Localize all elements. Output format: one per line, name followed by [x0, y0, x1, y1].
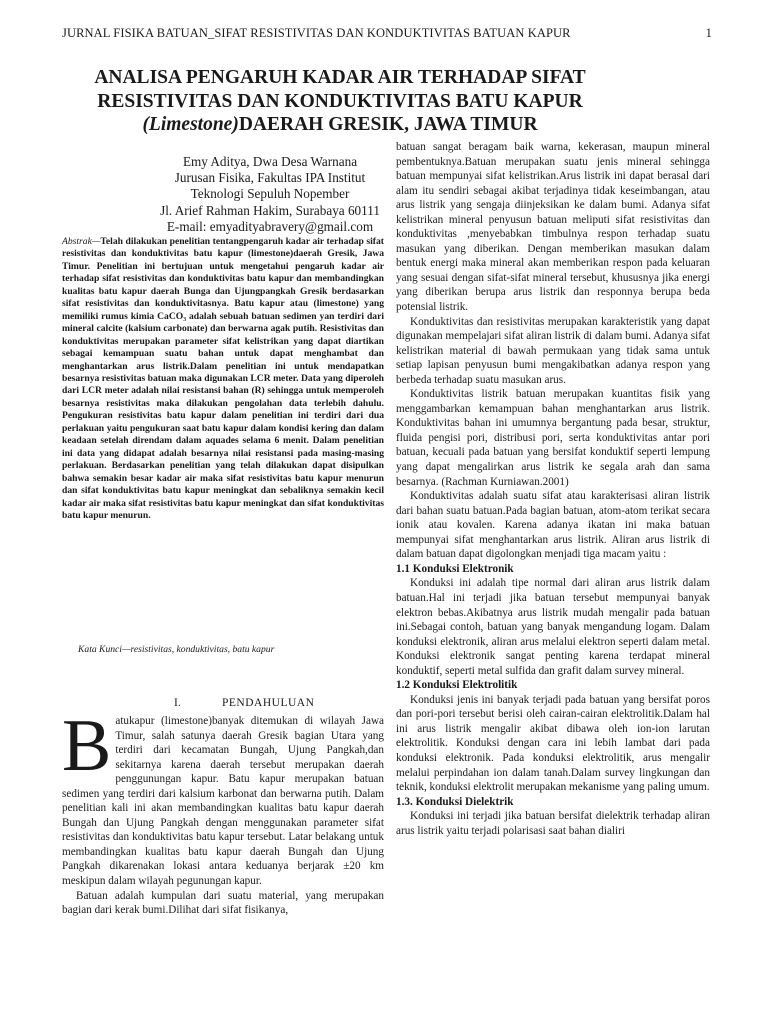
author-address: Jl. Arief Rahman Hakim, Surabaya 60111 — [160, 202, 380, 218]
title-line-1: ANALISA PENGARUH KADAR AIR TERHADAP SIFAT — [94, 67, 586, 88]
author-institution: Teknologi Sepuluh Nopember — [190, 186, 350, 202]
running-header — [62, 26, 712, 42]
introduction — [62, 705, 384, 918]
abstract — [62, 236, 384, 522]
section-number: I. — [174, 697, 181, 709]
paper-title — [60, 66, 620, 137]
right-paragraph-1: batuan sangat beragam baik warna, kekerasan, maupun mineral pembentuknya.Batuan merupakan suatu jenis mineral sehingga batuan mempunyai sifat kelistrikan.Arus listrik ini dapat berasal dari alam itu sendiri sebagai akibat terjadinya tidak keseimbangan, atau arus listrik yang sengaja diinjeksikan ke dalam bumi. Adanya sifat kelistrikan mineral penyusun batuan meliputi sifat resistivitas dan konduktivitas ,menyebabkan timbulnya respon terhadap suatu masukan yang diberikan. Dengan memberikan masukan dalam bentuk energi maka mineral akan memberikan respon pada keluaran yang sesuai dengan sifat-sifat mineral tersebut, khususnya jika energi yang diberikan berupa arus listrik dan responnya berupa beda potensial listrik. — [396, 141, 710, 314]
author-email: E-mail: emyadityabravery@gmail.com — [166, 218, 374, 234]
title-limestone: (Limestone) — [142, 114, 239, 135]
right-paragraph-6: Konduksi jenis ini banyak terjadi pada batuan yang bersifat poros dan pori-pori tersebut berisi oleh cairan-cairan elektrolitik.Dalam hal ini arus listrik mengalir akibat dibawa oleh ion-ion larutan elektrolitik. Konduksi dengan cara ini lebih lambat dari pada konduksi elektronik. Pada konduksi elektrolitik, arus mengalir melalui perpindahan ion dalam tanah.Dalam survey lingkungan dan teknik, konduksi elektrolit merupakan mekanisme yang paling umum. — [396, 693, 710, 794]
right-paragraph-7: Konduksi ini terjadi jika batuan bersifat dielektrik terhadap aliran arus listrik yaitu terjadi polarisasi saat bahan dialiri — [396, 810, 710, 837]
right-paragraph-5: Konduksi ini adalah tipe normal dari aliran arus listrik dalam batuan.Hal ini terjadi jika batuan tersebut mempunyai banyak elektron bebas.Akibatnya arus listrik mudah mengalir pada batuan ini.Sebagai contoh, batuan yang banyak mengandung logam. Dalam konduksi elektronik, aliran arus melalui elektron seperti dalam metal. Konduksi elektronik sangat penting karena terdapat mineral konduktif, seperti metal sulfida dan grafit dalam survey mineral. — [396, 577, 710, 677]
right-paragraph-3: Konduktivitas listrik batuan merupakan kuantitas fisik yang menggambarkan kemampuan bahan menghantarkan arus listrik. Konduktivitas bahan ini umumnya bergantung pada besar, struktur, fluida pengisi pori, distribusi pori, serta konduktivitas antar pori batuan, kecuali pada batuan yang bersifat konduktif seperti lempung yang dapat mengalirkan arus listrik ke segala arah dan sama besarnya. (Rachman Kurniawan.2001) — [396, 388, 710, 488]
running-title: JURNAL FISIKA BATUAN_SIFAT RESISTIVITAS DAN KONDUKTIVITAS BATUAN KAPUR — [62, 26, 571, 40]
intro-paragraph-1: atukapur (limestone)banyak ditemukan di wilayah Jawa Timur, salah satunya daerah Gresik bagian Utara yang terdiri dari kecamatan Bungah, Ujung Pangkah,dan sekitarnya karena daerah tersebut merupakan daerah penggunungan kapur. Batu kapur merupakan batuan sedimen yang terdiri dari kalsium karbonat dan berwarna putih. Dalam penelitian kali ini akan membandingkan kualitas batu kapur daerah Bungah dan Ujung Pangkah dengan menggunakan parameter sifat resistivitas dan konduktivitas batu kapur tersebut. Latar belakang untuk membandingkan kualitas batu kapur daerah Bungah dan Ujung Pangkah dikarenakan lokasi antara keduanya berjarak ±20 km meskipun dalam wilayah pegunungan kapur. — [62, 715, 384, 888]
author-block — [150, 154, 390, 235]
author-dept: Jurusan Fisika, Fakultas IPA Institut — [174, 170, 366, 186]
subsection-heading-1-1: 1.1 Konduksi Elektronik — [396, 562, 514, 575]
title-region: DAERAH GRESIK, JAWA TIMUR — [238, 114, 538, 135]
right-paragraph-4: Konduktivitas adalah suatu sifat atau karakterisasi aliran listrik dari bahan suatu batuan.Pada bagian batuan, atom-atom terikat secara ionik atau kovalen. Karena adanya ikatan ini maka batuan mempunyai sifat menghantarkan arus listrik. Aliran arus listrik di dalam batuan dapat digolongkan menjadi tiga macam yaitu : — [396, 490, 710, 561]
drop-cap: B — [62, 705, 112, 787]
abstract-body: Telah dilakukan penelitian tentangpengaruh kadar air terhadap sifat resistivitas dan konduktivitas batu kapur (limestone)daerah Gresik, Jawa Timur. Penelitian ini bertujuan untuk mengetahui pengaruh kadar air terhadap sifat resistivitas dan konduktivitas batu kapur dan membandingkan kualitas batu kapur daerah Bunga dan Ujungpangkah Gresik berdasarkan sifat resistivitas dan konduktivitasnya. Batu kapur atau (limestone) yang memiliki rumus kimia CaCO₃ adalah sebuah batuan sedimen yan terdiri dari mineral calcite (kalsium carbonate) dan berwarna agak putih. Resistivitas dan konduktivitas merupakan parameter sifat kelistrikan yang dapat diartikan sebagai kemampuan suatu bahan untuk dapat menghambat dan menghantarkan arus listrik.Dalam penelitian ini untuk mendapatkan besarnya resistivitas batuan maka digunakan LCR meter. Data yang diperoleh dari LCR meter adalah nilai resistansi bahan (R) sehingga untuk memperoleh besarnya resistivitas maka dilakukan pengolahan data terlebih dahulu. Pengukuran resistivitas batu kapur dalam penelitian ini terdiri dari dua perlakuan yaitu pengukuran saat batu kapur dalam kondisi kering dan dalam keadaan setelah direndam dalam aquades selama 6 menit. Dalam penelitian ini data yang didapat adalah besarnya nilai resistansi pada masing-masing perlakuan. Berdasarkan penelitian yang telah dilakukan dapat disipulkan bahwa semakin besar kadar air maka sifat resistivitas batu kapur menurun dan sifat konduktivitas batu kapur meningkat dan sebaliknya semakin kecil kadar air maka sifat resistivitas batu kapur meningkat dan sifat konduktivitas batu kapur menurun. — [62, 236, 384, 521]
intro-paragraph-2: Batuan adalah kumpulan dari suatu material, yang merupakan bagian dari kerak bumi.Dilihat dari sifat fisikanya, — [62, 889, 384, 917]
right-paragraph-2: Konduktivitas dan resistivitas merupakan karakteristik yang dapat digunakan mempelajari sifat aliran listrik di dalam bumi. Adanya sifat kelistrikan material di bawah permukaan yang tidak sama untuk setiap lapisan penyusun bumi mengakibatkan adanya respon yang berbeda terhadap suatu masukan arus. — [396, 315, 710, 386]
subsection-heading-1-3: 1.3. Konduksi Dielektrik — [396, 795, 514, 808]
abstract-lead: Abstrak— — [62, 236, 101, 247]
title-line-2: RESISTIVITAS DAN KONDUKTIVITAS BATU KAPUR — [97, 90, 583, 112]
author-names: Emy Aditya, Dwa Desa Warnana — [182, 154, 358, 169]
title-line-3 — [60, 113, 620, 137]
keywords: Kata Kunci—resistivitas, konduktivitas, batu kapur — [78, 644, 275, 655]
page-number: 1 — [705, 26, 712, 40]
subsection-heading-1-2: 1.2 Konduksi Elektrolitik — [396, 679, 518, 692]
section-title: PENDAHULUAN — [222, 697, 315, 709]
right-column — [396, 140, 710, 838]
